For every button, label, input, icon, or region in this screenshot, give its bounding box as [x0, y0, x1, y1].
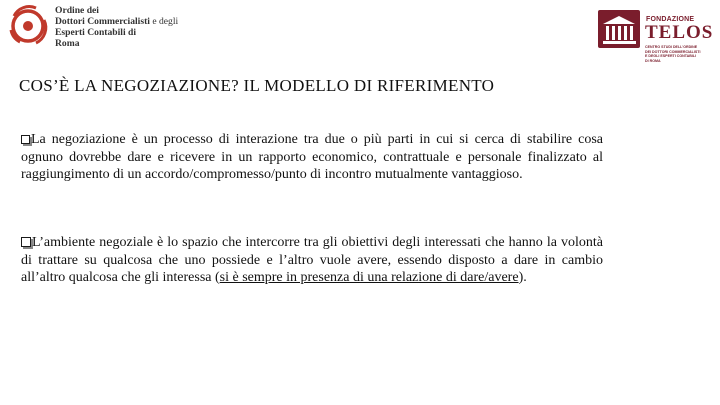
- square-bullet-icon: [21, 135, 30, 144]
- tagline-line-4: DI ROMA: [645, 58, 661, 63]
- logo-line-3: Esperti Contabili di: [55, 27, 137, 38]
- tagline-line-1: CENTRO STUDI DELL'ORDINE: [645, 45, 698, 49]
- slide-title: COS’È LA NEGOZIAZIONE? IL MODELLO DI RIFERIMENTO: [19, 76, 495, 95]
- logo-line-1: Ordine dei: [55, 5, 99, 16]
- paragraph-ambiente-negoziale: [21, 234, 603, 287]
- tagline-line-3: E DEGLI ESPERTI CONTABILI: [645, 54, 697, 59]
- paragraph-1-text: La negoziazione è un processo di interazione tra due o più parti in cui si cerca di stabilire cosa ognuno dovrebbe dare e ricevere in un rapporto economico, contrattuale e personale finalizzato al raggiungimento di un accordo/compromesso/punto di incontro mutualmente vantaggioso.: [21, 132, 603, 183]
- logo-line-2b: e degli: [152, 16, 179, 27]
- paragraph-2-end: ).: [518, 270, 527, 286]
- logo-line-2a: Dottori Commercialisti: [55, 16, 150, 27]
- square-bullet-icon: [21, 237, 31, 247]
- telos-label: TELOS: [645, 22, 714, 43]
- temple-columns-icon: [596, 8, 642, 50]
- fondazione-telos-logo: [596, 8, 714, 68]
- logo-line-4: Roma: [55, 38, 80, 49]
- fondazione-label: FONDAZIONE: [646, 16, 695, 23]
- paragraph-2-text: L’ambiente negoziale è lo spazio che intercorre tra gli obiettivi degli interessati che hanno la volontà di trattare su qualcosa che uno possiede e l’altro vuole avere, essendo disposto a dare in cambio all’altro qualcosa che gli interessa (: [21, 235, 603, 286]
- paragraph-negoziazione: [21, 131, 603, 184]
- odcec-emblem-icon: [6, 2, 50, 50]
- paragraph-2-underlined: si è sempre in presenza di una relazione di dare/avere: [219, 270, 519, 286]
- odcec-logo-text: [55, 5, 178, 49]
- tagline-line-2: DEI DOTTORI COMMERCIALISTI: [645, 49, 701, 54]
- telos-tagline: [645, 45, 700, 63]
- logo-line-2: [55, 16, 178, 27]
- odcec-roma-logo: [6, 2, 206, 52]
